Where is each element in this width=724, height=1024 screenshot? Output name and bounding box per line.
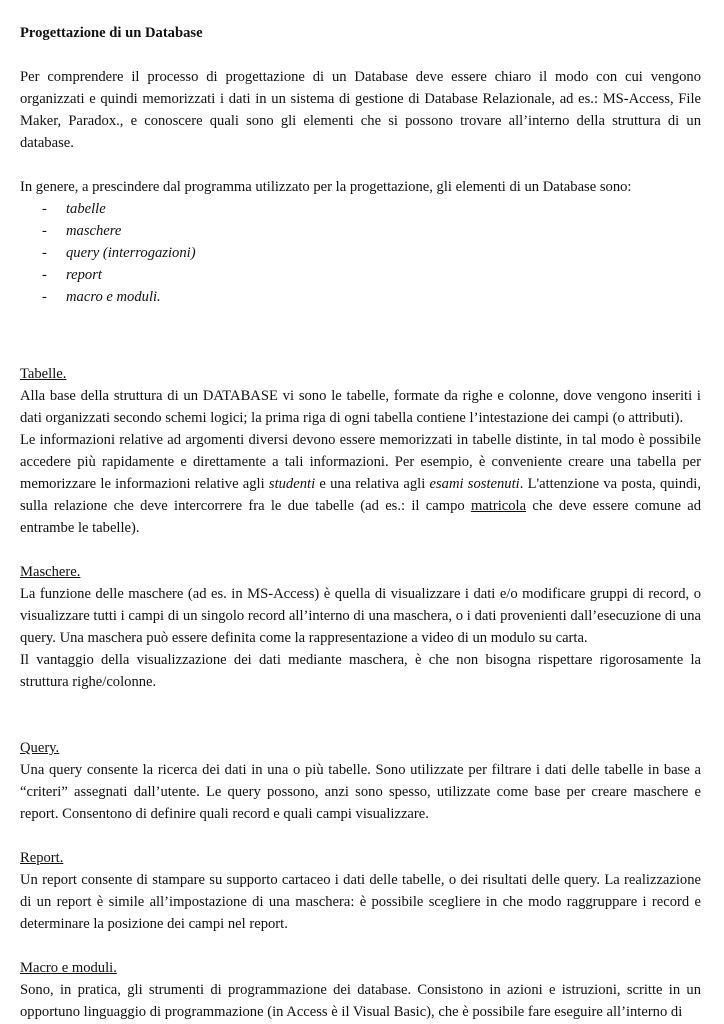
report-paragraph: Un report consente di stampare su supporto cartaceo i dati delle tabelle, o dei risultati delle query. La realizzazione di un report è simile all’impostazione di una maschera: è possibile scegliere in che modo raggruppare i record e determinare la posizione dei campi nel report. — [20, 872, 701, 932]
underlined-matricola: matricola — [470, 498, 527, 514]
emphasis-studenti: studenti — [268, 476, 316, 492]
list-item-label: report — [66, 267, 102, 283]
list-item — [20, 242, 701, 264]
list-item — [20, 264, 701, 286]
list-dash: - — [42, 267, 47, 283]
spacer — [20, 935, 701, 957]
list-item-label: macro e moduli. — [66, 289, 161, 305]
list-dash: - — [42, 289, 47, 305]
spacer — [20, 154, 701, 176]
list-item — [20, 220, 701, 242]
text-run: Le informazioni relative ad argomenti diversi devono essere memorizzati in tabelle distinte, in tal modo è possibile accedere più rapidamente e direttamente a tali informazioni. Per esempio, è conveniente creare una tabella per memorizzare le informazioni relative agli — [20, 432, 701, 492]
section-heading-maschere: Maschere. — [20, 564, 81, 580]
spacer — [20, 308, 701, 352]
list-dash: - — [42, 223, 47, 239]
elements-intro: In genere, a prescindere dal programma utilizzato per la progettazione, gli elementi di un Database sono: — [20, 179, 632, 195]
spacer — [20, 693, 701, 737]
spacer — [20, 825, 701, 847]
tabelle-paragraph-2 — [20, 429, 701, 539]
elements-list — [20, 198, 701, 308]
list-dash: - — [42, 201, 47, 217]
text-run: . L'attenzione va posta, quindi, sulla relazione che deve intercorrere fra le due tabelle (ad es.: il campo — [20, 476, 701, 514]
section-heading-tabelle: Tabelle. — [20, 366, 67, 382]
spacer — [20, 352, 701, 363]
query-paragraph: Una query consente la ricerca dei dati in una o più tabelle. Sono utilizzate per filtrare i dati delle tabelle in base a “criteri” assegnati dall’utente. Le query possono, anzi sono spesso, utilizzate come base per creare maschere e report. Consentono di definire quali record e quali campi visualizzare. — [20, 762, 701, 822]
list-item-label: tabelle — [66, 201, 106, 217]
section-heading-macro: Macro e moduli. — [20, 960, 117, 976]
intro-paragraph: Per comprendere il processo di progettazione di un Database deve essere chiaro il modo con cui vengono organizzati e quindi memorizzati i dati in un sistema di gestione di Database Relazionale, ad es.: MS-Access, File Maker, Paradox., e conoscere quali sono gli elementi che si possono trovare all’interno della struttura di un database. — [20, 69, 701, 151]
document-page — [20, 22, 701, 1023]
macro-paragraph: Sono, in pratica, gli strumenti di programmazione dei database. Consistono in azioni e istruzioni, scritte in un opportuno linguaggio di programmazione (in Access è il Visual Basic), che è possibile fare eseguire all’interno di — [20, 982, 701, 1020]
text-run: e una relativa agli — [315, 476, 430, 492]
list-item — [20, 286, 701, 308]
list-item-label: maschere — [66, 223, 122, 239]
maschere-paragraph-2: Il vantaggio della visualizzazione dei dati mediante maschera, è che non bisogna rispettare rigorosamente la struttura righe/colonne. — [20, 652, 701, 690]
list-dash: - — [42, 245, 47, 261]
emphasis-esami: esami sostenuti — [429, 476, 520, 492]
list-item — [20, 198, 701, 220]
spacer — [20, 539, 701, 561]
document-title: Progettazione di un Database — [20, 25, 203, 41]
text-run: che deve essere comune ad entrambe le tabelle). — [20, 498, 701, 536]
section-heading-query: Query. — [20, 740, 60, 756]
tabelle-paragraph-1: Alla base della struttura di un DATABASE vi sono le tabelle, formate da righe e colonne, dove vengono inseriti i dati organizzati secondo schemi logici; la prima riga di ogni tabella contiene l’intestazione dei campi (o attributi). — [20, 388, 701, 426]
list-item-label: query (interrogazioni) — [66, 245, 196, 261]
section-heading-report: Report. — [20, 850, 64, 866]
maschere-paragraph-1: La funzione delle maschere (ad es. in MS-Access) è quella di visualizzare i dati e/o modificare gruppi di record, o visualizzare tutti i campi di un singolo record all’interno di una maschera, o i dati provenienti dall’esecuzione di una query. Una maschera può essere definita come la rappresentazione a video di un modulo su carta. — [20, 586, 701, 646]
